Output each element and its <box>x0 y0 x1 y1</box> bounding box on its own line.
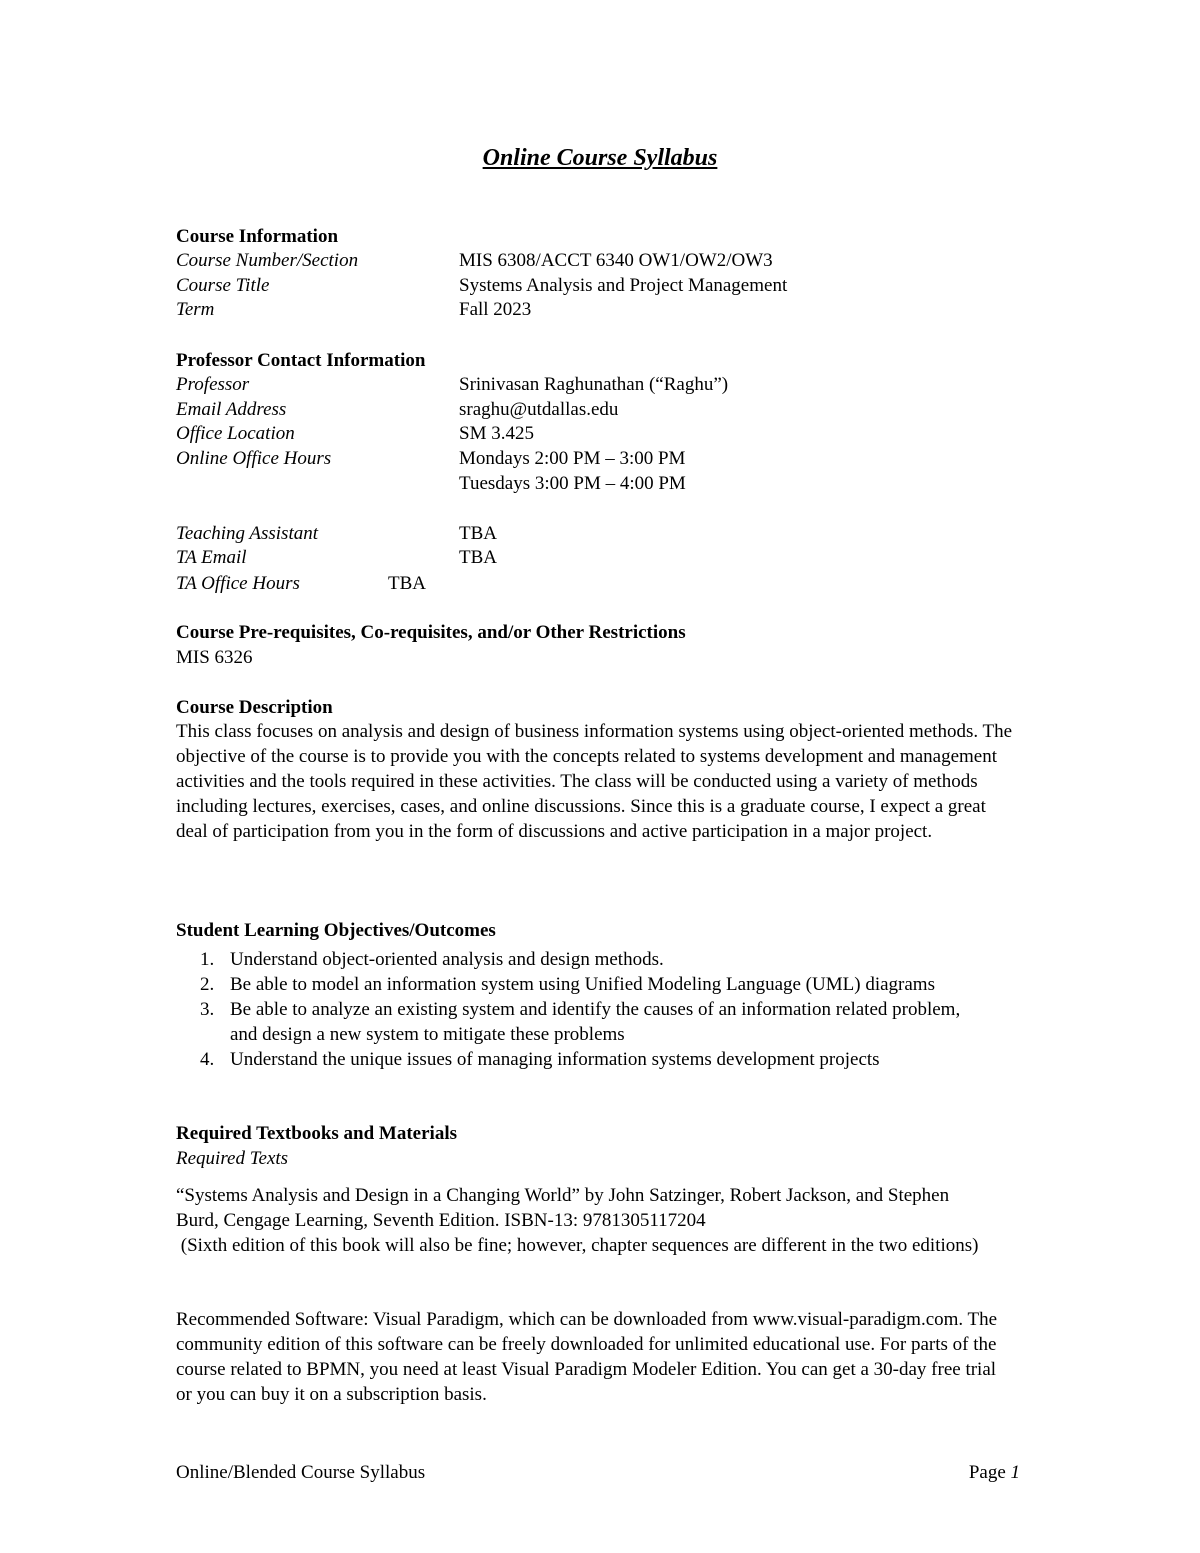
ta-office-hours-value: TBA <box>388 573 426 594</box>
prereq-text: MIS 6326 <box>176 647 253 668</box>
page-title: Online Course Syllabus <box>482 145 718 171</box>
list-item <box>176 1047 990 1072</box>
list-item <box>176 947 990 972</box>
required-texts-subheading: Required Texts <box>176 1148 289 1169</box>
list-item-text: Understand the unique issues of managing information systems development projects <box>230 1049 880 1070</box>
list-item-number: 2. <box>200 974 215 995</box>
textbook-citation: “Systems Analysis and Design in a Changing World” by John Satzinger, Robert Jackson, and Stephen Burd, Cengage Learning, Seventh Edition. ISBN-13: 9781305117204 <box>176 1185 950 1231</box>
office-location-value: SM 3.425 <box>459 423 534 444</box>
course-number-value: MIS 6308/ACCT 6340 OW1/OW2/OW3 <box>459 250 773 271</box>
list-item-text: Be able to model an information system using Unified Modeling Language (UML) diagrams <box>230 974 935 995</box>
edition-note: (Sixth edition of this book will also be fine; however, chapter sequences are different in the two editions) <box>176 1235 979 1256</box>
email-label: Email Address <box>176 399 287 420</box>
list-item <box>176 997 990 1047</box>
course-number-label: Course Number/Section <box>176 250 359 271</box>
ta-label: Teaching Assistant <box>176 523 318 544</box>
objectives-list <box>176 947 1026 1072</box>
page-label: Page <box>968 1462 1011 1483</box>
list-item-number: 4. <box>200 1049 215 1070</box>
course-title-value: Systems Analysis and Project Management <box>459 275 788 296</box>
textbooks-heading: Required Textbooks and Materials <box>176 1123 457 1144</box>
list-item-text: Be able to analyze an existing system and identify the causes of an information related problem, and design a new system to mitigate these problems <box>230 999 961 1045</box>
contact-heading: Professor Contact Information <box>176 350 426 371</box>
ta-email-label: TA Email <box>176 547 247 568</box>
ta-value: TBA <box>459 523 497 544</box>
term-label: Term <box>176 299 215 320</box>
office-hours-label: Online Office Hours <box>176 448 332 469</box>
list-item-text: Understand object-oriented analysis and design methods. <box>230 949 664 970</box>
software-recommendation: Recommended Software: Visual Paradigm, which can be downloaded from www.visual-paradigm.com. The community edition of this software can be freely downloaded for unlimited educational use. For parts of the course related to BPMN, you need at least Visual Paradigm Modeler Edition. You can get a 30-day free trial or you can buy it on a subscription basis. <box>176 1309 998 1405</box>
list-item-number: 3. <box>200 999 215 1020</box>
professor-value: Srinivasan Raghunathan (“Raghu”) <box>459 374 729 395</box>
office-hours-tuesday: Tuesdays 3:00 PM – 4:00 PM <box>459 473 686 494</box>
email-value: sraghu@utdallas.edu <box>459 399 619 420</box>
course-info-heading: Course Information <box>176 226 339 247</box>
page-num: 1 <box>1010 1462 1020 1483</box>
prereq-heading: Course Pre-requisites, Co-requisites, and/or Other Restrictions <box>176 622 686 643</box>
ta-office-hours-label: TA Office Hours <box>176 573 300 594</box>
term-value: Fall 2023 <box>459 299 532 320</box>
office-location-label: Office Location <box>176 423 295 444</box>
ta-email-value: TBA <box>459 547 497 568</box>
office-hours-monday: Mondays 2:00 PM – 3:00 PM <box>459 448 686 469</box>
list-item <box>176 972 990 997</box>
objectives-heading: Student Learning Objectives/Outcomes <box>176 920 496 941</box>
description-heading: Course Description <box>176 697 333 718</box>
footer-title: Online/Blended Course Syllabus <box>176 1462 426 1483</box>
course-title-label: Course Title <box>176 275 270 296</box>
list-item-number: 1. <box>200 949 215 970</box>
professor-label: Professor <box>176 374 250 395</box>
description-text: This class focuses on analysis and design of business information systems using object-oriented methods. The objective of the course is to provide you with the concepts related to systems development and management activities and the tools required in these activities. The class will be conducted using a variety of methods including lectures, exercises, cases, and online discussions. Since this is a graduate course, I expect a great deal of participation from you in the form of discussions and active participation in a major project. <box>176 721 1013 842</box>
page-number <box>969 1460 1020 1485</box>
